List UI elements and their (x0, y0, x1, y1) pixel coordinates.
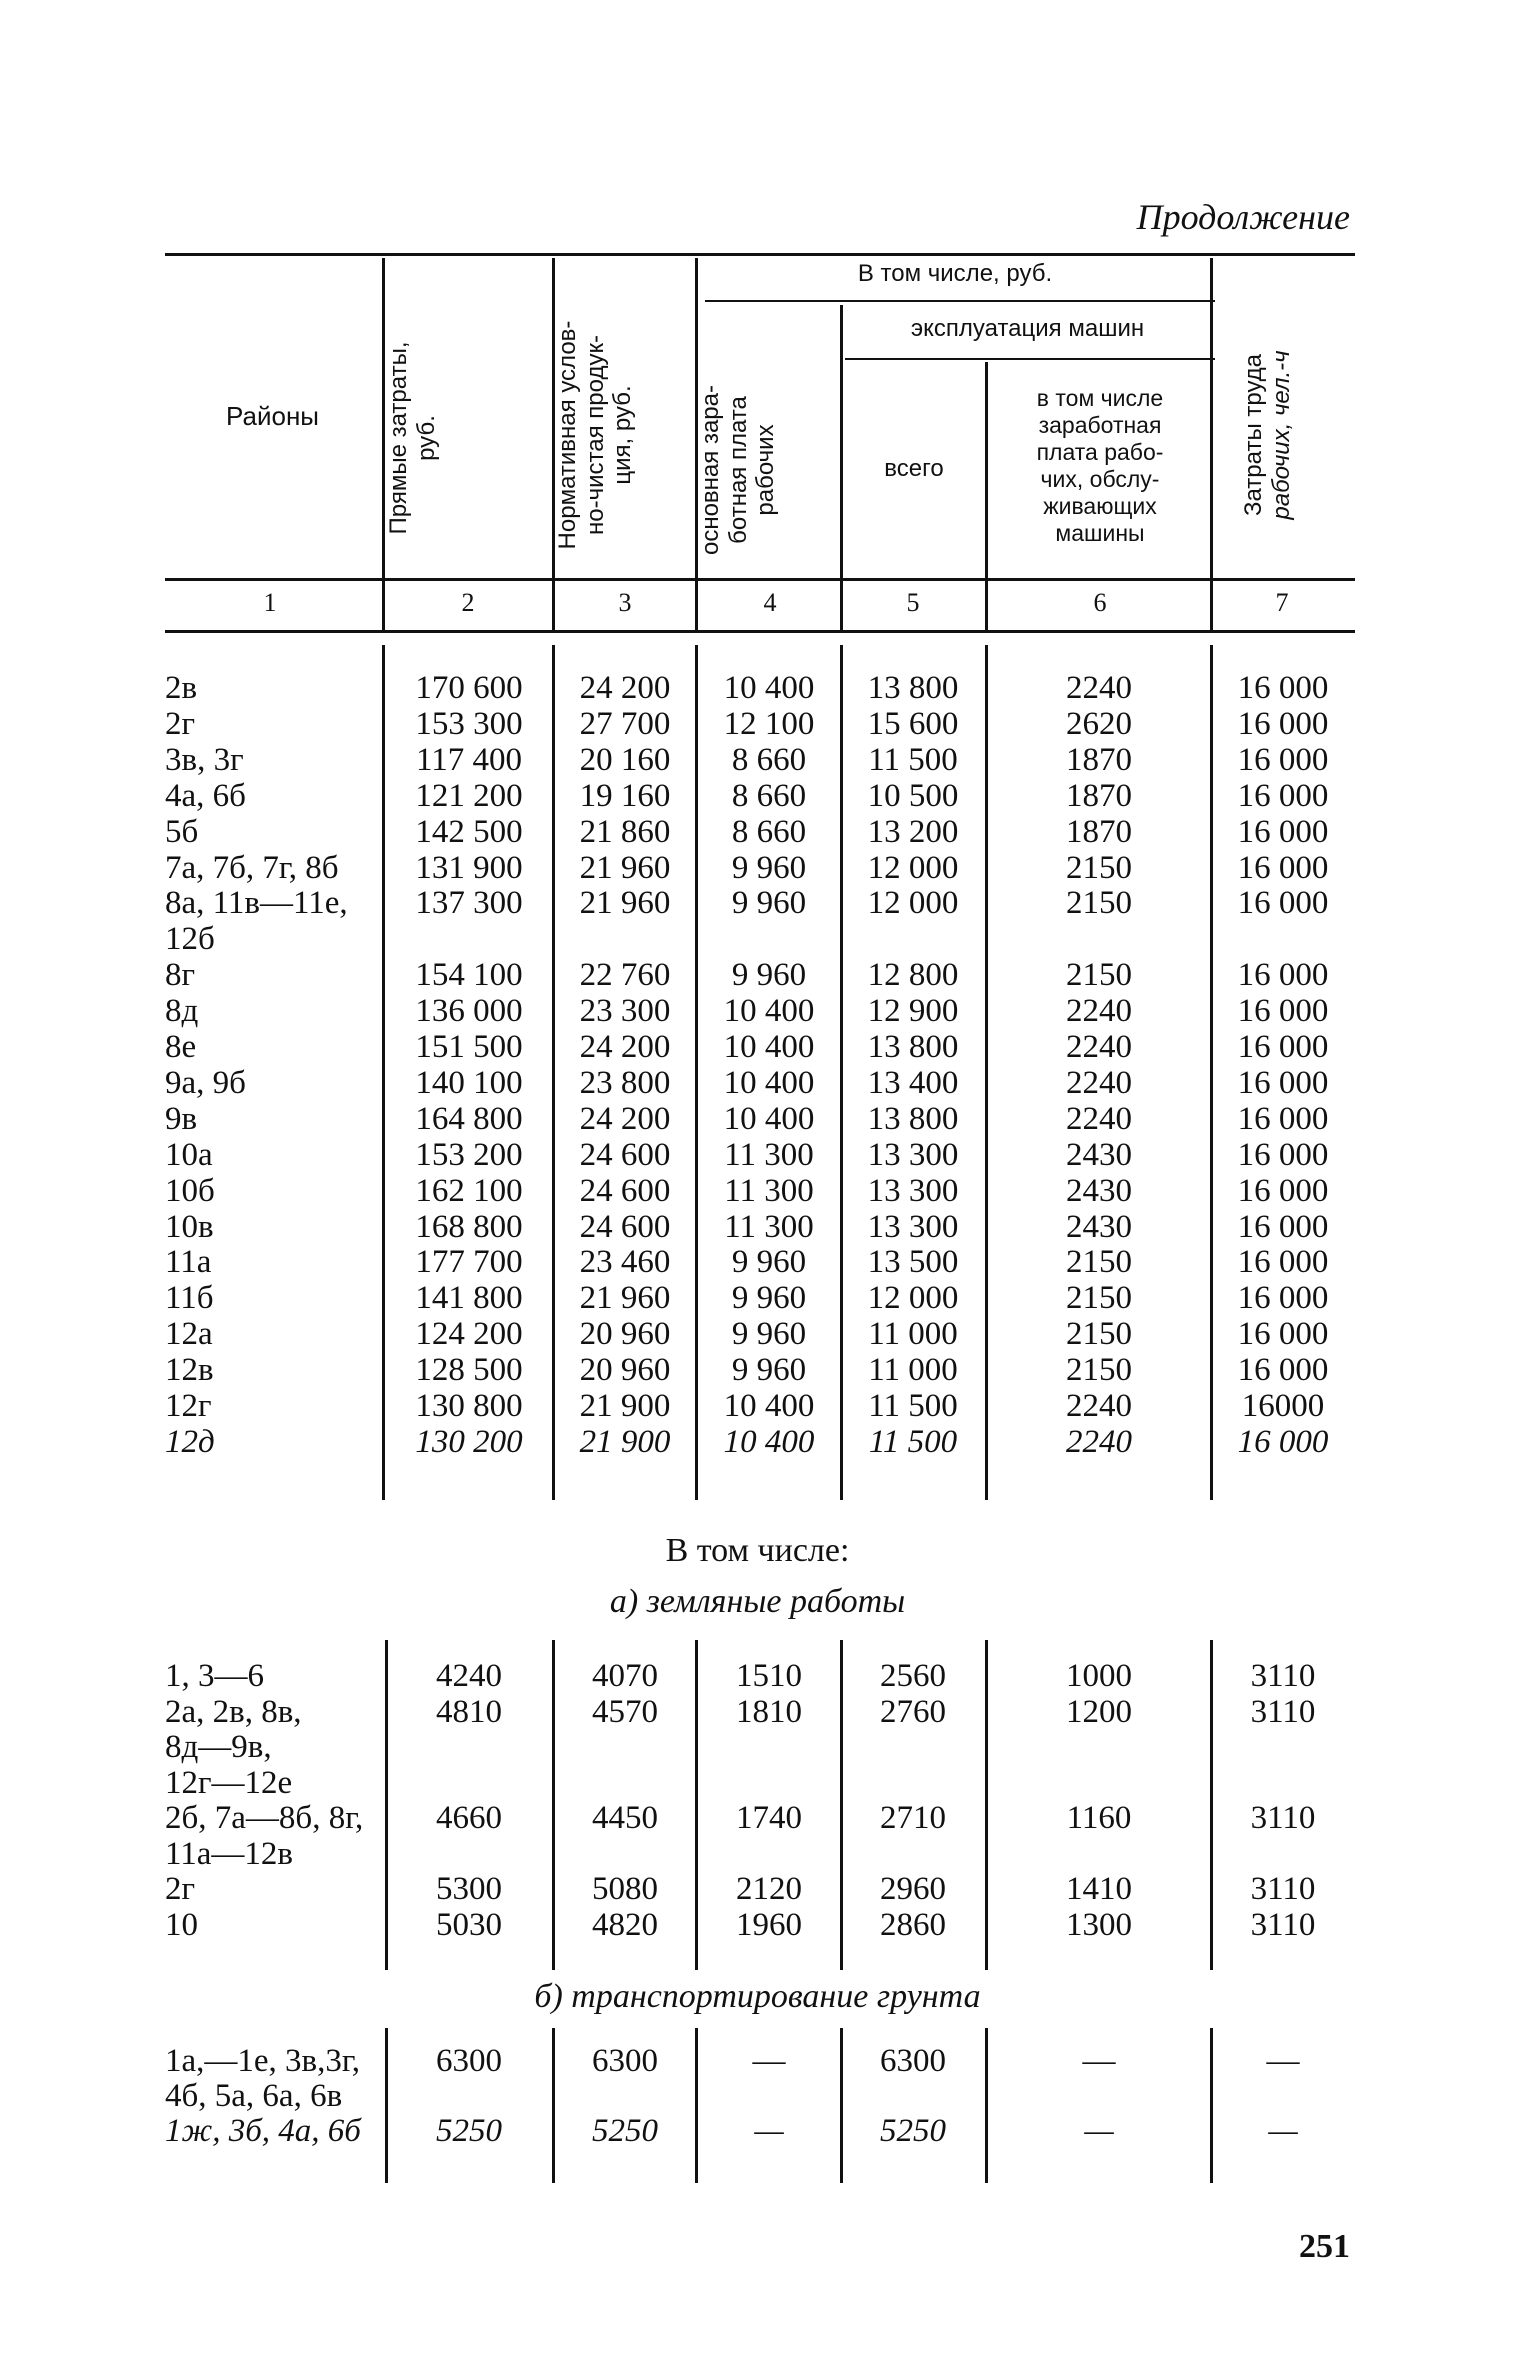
table-row (0, 885, 1515, 921)
row-value-col7: 16 000 (1237, 993, 1329, 1030)
row-value-col2: 177 700 (415, 1244, 523, 1281)
table-row (0, 921, 1515, 957)
row-value-col5: 10 500 (867, 777, 959, 814)
table-row (0, 957, 1515, 993)
row-value-col4: 8 660 (731, 813, 807, 850)
row-value-col6: 2430 (1066, 1136, 1132, 1173)
row-value-col7: 16000 (1241, 1388, 1325, 1424)
row-value-col2: 153 300 (415, 705, 523, 742)
row-value-col5: 13 500 (867, 1244, 959, 1281)
row-district: 2а, 2в, 8в, (165, 1693, 302, 1730)
table-row (0, 1209, 1515, 1245)
table-row (0, 1065, 1515, 1101)
row-value-col3: 4450 (592, 1800, 658, 1836)
row-value-col7: 16 000 (1237, 741, 1329, 778)
header-col5: всего (884, 455, 944, 482)
row-value-col3: 20 160 (579, 741, 671, 778)
row-value-col6: 2150 (1066, 1280, 1132, 1317)
row-value-col7: 16 000 (1237, 1136, 1329, 1173)
row-value-col6: 1870 (1066, 813, 1132, 850)
column-number: 1 (263, 588, 277, 617)
row-value-col2: 131 900 (415, 849, 523, 886)
row-district: 11а (165, 1244, 212, 1281)
row-value-col3: 21 900 (579, 1388, 671, 1424)
row-value-col5: 2860 (880, 1906, 946, 1943)
row-value-col4: 10 400 (723, 1388, 815, 1424)
row-value-col4: 11 300 (724, 1136, 814, 1173)
row-value-col4: 9 960 (731, 1316, 807, 1353)
row-value-col6: 1410 (1066, 1871, 1132, 1907)
row-value-col4: 9 960 (731, 885, 807, 922)
page-number: 251 (1299, 2228, 1350, 2265)
row-district: 12а (165, 1316, 213, 1353)
row-value-col2: 4240 (436, 1658, 502, 1694)
row-value-col4: 10 400 (723, 1064, 815, 1101)
row-value-col7: 16 000 (1237, 777, 1329, 814)
row-value-col7: 16 000 (1237, 957, 1329, 994)
colnum-bottom-rule (165, 630, 1355, 633)
row-value-col6: 2240 (1066, 1388, 1132, 1424)
row-value-col5: 5250 (880, 2113, 946, 2149)
row-value-col2: 153 200 (415, 1136, 523, 1173)
row-district: 12б (165, 921, 215, 958)
row-district: 12в (165, 1352, 214, 1389)
row-value-col7: 16 000 (1237, 1316, 1329, 1353)
header-col6 (990, 385, 1210, 547)
row-value-col7: 16 000 (1237, 670, 1329, 706)
row-value-col4: 10 400 (723, 1423, 815, 1460)
row-district: 2г (165, 705, 196, 742)
row-value-col3: 20 960 (579, 1316, 671, 1353)
table-row (0, 1029, 1515, 1065)
row-value-col3: 21 860 (579, 813, 671, 850)
table-row (0, 1388, 1515, 1424)
row-value-col2: 5030 (436, 1906, 502, 1943)
row-value-col3: 4820 (592, 1906, 658, 1943)
section-a-title: а) земляные работы (609, 1583, 906, 1620)
row-value-col7: 16 000 (1237, 813, 1329, 850)
row-value-col5: 13 800 (867, 1029, 959, 1065)
row-value-col4: 8 660 (731, 777, 807, 814)
table-row (0, 1244, 1515, 1280)
row-value-col5: 11 000 (868, 1352, 958, 1389)
header-machines: эксплуатация машин (910, 315, 1145, 342)
table-row (0, 1729, 1515, 1765)
row-value-col4: 1810 (736, 1693, 802, 1730)
row-value-col6: 2240 (1066, 1064, 1132, 1101)
row-value-col5: 11 500 (868, 1388, 958, 1424)
row-value-col5: 2960 (880, 1871, 946, 1907)
row-value-col5: 12 000 (867, 885, 959, 922)
row-value-col5: 12 000 (867, 849, 959, 886)
row-value-col6: 2240 (1066, 670, 1132, 706)
row-value-col2: 140 100 (415, 1064, 523, 1101)
table-row (0, 1101, 1515, 1137)
header-top-rule (165, 253, 1355, 256)
row-district: 5б (165, 813, 199, 850)
row-value-col6: 2150 (1066, 1244, 1132, 1281)
row-value-col7: 16 000 (1237, 705, 1329, 742)
table-row (0, 1800, 1515, 1836)
column-number: 3 (618, 588, 632, 617)
row-value-col4: 10 400 (723, 1029, 815, 1065)
row-value-col6: 2240 (1066, 1029, 1132, 1065)
row-value-col6: 2430 (1066, 1172, 1132, 1209)
row-district: 10 (165, 1906, 198, 1943)
row-district: 4а, 6б (165, 777, 246, 814)
section-b-title: б) транспортирование грунта (534, 1978, 981, 2015)
row-value-col6: 2430 (1066, 1208, 1132, 1245)
row-value-col3: 5080 (592, 1871, 658, 1907)
row-district: 12д (165, 1423, 215, 1460)
row-value-col4: 10 400 (723, 1100, 815, 1137)
row-value-col7: — (1268, 2113, 1298, 2149)
row-value-col3: 20 960 (579, 1352, 671, 1389)
row-value-col4: 9 960 (731, 1280, 807, 1317)
row-value-col3: 27 700 (579, 705, 671, 742)
row-value-col2: 4810 (436, 1693, 502, 1730)
header-divider (1210, 258, 1213, 630)
table-row (0, 850, 1515, 886)
row-value-col2: 141 800 (415, 1280, 523, 1317)
row-value-col2: 164 800 (415, 1100, 523, 1137)
table-row (0, 778, 1515, 814)
row-district: 9а, 9б (165, 1064, 246, 1101)
row-value-col3: 5250 (592, 2113, 658, 2149)
row-value-col5: 13 400 (867, 1064, 959, 1101)
row-district: 9в (165, 1100, 198, 1137)
row-district: 3в, 3г (165, 741, 244, 778)
table-row (0, 2043, 1515, 2079)
row-value-col3: 24 200 (579, 670, 671, 706)
row-value-col7: 16 000 (1237, 1064, 1329, 1101)
row-value-col2: 170 600 (415, 670, 523, 706)
table-row (0, 2078, 1515, 2114)
row-district: 1а,—1е, 3в,3г, (165, 2043, 360, 2079)
row-value-col3: 24 600 (579, 1172, 671, 1209)
row-value-col3: 4070 (592, 1658, 658, 1694)
row-district: 8а, 11в—11е, (165, 885, 348, 922)
row-value-col6: 2240 (1066, 1100, 1132, 1137)
row-district: 1, 3—6 (165, 1658, 264, 1694)
row-value-col6: 1870 (1066, 741, 1132, 778)
header-col7-line: Затраты труда (1240, 354, 1267, 517)
row-value-col6: 2240 (1066, 1423, 1132, 1460)
row-value-col5: 11 500 (868, 1423, 958, 1460)
row-value-col4: 9 960 (731, 1244, 807, 1281)
row-value-col5: 2560 (880, 1658, 946, 1694)
column-number: 4 (763, 588, 777, 617)
header-col6-line: живающих (1043, 493, 1157, 519)
row-value-col7: 16 000 (1237, 885, 1329, 922)
row-value-col7: 16 000 (1237, 1172, 1329, 1209)
row-value-col3: 23 800 (579, 1064, 671, 1101)
row-value-col3: 22 760 (579, 957, 671, 994)
header-divider (985, 362, 988, 630)
row-value-col7: 16 000 (1237, 1423, 1329, 1460)
row-district: 12г—12е (165, 1764, 293, 1801)
row-value-col5: 13 300 (867, 1208, 959, 1245)
header-divider (840, 305, 843, 630)
row-district: 10в (165, 1208, 214, 1245)
row-value-col2: 124 200 (415, 1316, 523, 1353)
row-value-col4: 10 400 (723, 993, 815, 1030)
row-value-col5: 13 300 (867, 1172, 959, 1209)
row-value-col4: 1960 (736, 1906, 802, 1943)
row-value-col4: 9 960 (731, 849, 807, 886)
row-value-col5: 12 900 (867, 993, 959, 1030)
row-value-col6: 1000 (1066, 1658, 1132, 1694)
row-value-col3: 23 460 (579, 1244, 671, 1281)
row-value-col7: 16 000 (1237, 1280, 1329, 1317)
row-value-col3: 21 960 (579, 885, 671, 922)
row-value-col4: 9 960 (731, 957, 807, 994)
row-value-col3: 24 600 (579, 1208, 671, 1245)
table-row (0, 742, 1515, 778)
row-value-col7: 16 000 (1237, 1244, 1329, 1281)
header-col4 (697, 340, 797, 600)
row-district: 2г (165, 1871, 196, 1907)
row-value-col2: 6300 (436, 2043, 502, 2079)
row-district: 8е (165, 1029, 197, 1065)
including-label: В том числе: (665, 1532, 850, 1569)
row-district: 1ж, 3б, 4а, 6б (165, 2113, 361, 2149)
row-value-col6: 1870 (1066, 777, 1132, 814)
row-value-col3: 24 200 (579, 1100, 671, 1137)
row-district: 8г (165, 957, 196, 994)
row-value-col6: 2150 (1066, 1352, 1132, 1389)
row-value-col6: 2150 (1066, 885, 1132, 922)
column-number: 7 (1275, 588, 1289, 617)
row-value-col4: 10 400 (723, 670, 815, 706)
row-value-col5: 11 500 (868, 741, 958, 778)
row-district: 8д (165, 993, 199, 1030)
row-value-col4: 1740 (736, 1800, 802, 1836)
continuation-label: Продолжение (1136, 197, 1350, 237)
table-row (0, 670, 1515, 706)
table-row (0, 1352, 1515, 1388)
row-value-col2: 154 100 (415, 957, 523, 994)
row-value-col6: 2150 (1066, 1316, 1132, 1353)
row-value-col2: 4660 (436, 1800, 502, 1836)
row-value-col2: 130 800 (415, 1388, 523, 1424)
header-col3-line: ция, руб. (609, 385, 637, 485)
row-value-col6: 1300 (1066, 1906, 1132, 1943)
row-value-col5: 13 300 (867, 1136, 959, 1173)
row-value-col7: 3110 (1250, 1658, 1316, 1694)
row-value-col2: 136 000 (415, 993, 523, 1030)
row-value-col7: 16 000 (1237, 1352, 1329, 1389)
row-district: 12г (165, 1388, 212, 1424)
row-value-col7: 3110 (1250, 1906, 1316, 1943)
row-value-col2: 121 200 (415, 777, 523, 814)
row-value-col7: 3110 (1250, 1871, 1316, 1907)
header-col7 (1240, 300, 1320, 570)
header-col7-line: рабочих, чел.-ч (1267, 350, 1295, 520)
row-value-col6: 2240 (1066, 993, 1132, 1030)
row-value-col4: 1510 (736, 1658, 802, 1694)
row-value-col2: 5300 (436, 1871, 502, 1907)
header-col4-line: ботная плата (724, 396, 752, 544)
row-district: 10б (165, 1172, 215, 1209)
table-row (0, 1907, 1515, 1943)
row-value-col7: 16 000 (1237, 849, 1329, 886)
row-value-col5: 6300 (880, 2043, 946, 2079)
header-col3-line: но-чистая продук- (581, 335, 609, 535)
row-value-col5: 12 800 (867, 957, 959, 994)
row-value-col3: 21 900 (579, 1423, 671, 1460)
row-value-col6: 2150 (1066, 957, 1132, 994)
table-row (0, 1765, 1515, 1801)
row-district: 4б, 5а, 6а, 6в (165, 2078, 343, 2114)
table-row (0, 1836, 1515, 1872)
header-col3 (554, 285, 654, 585)
row-value-col7: — (1266, 2043, 1300, 2079)
header-col6-line: заработная (1038, 412, 1162, 438)
table-row (0, 814, 1515, 850)
column-number: 6 (1093, 588, 1107, 617)
machines-rule (845, 358, 1215, 360)
row-value-col3: 21 960 (579, 849, 671, 886)
row-value-col2: 168 800 (415, 1208, 523, 1245)
row-value-col6: — (1082, 2043, 1116, 2079)
row-value-col4: 11 300 (724, 1172, 814, 1209)
row-district: 10а (165, 1136, 213, 1173)
table-row (0, 1694, 1515, 1730)
row-value-col2: 162 100 (415, 1172, 523, 1209)
header-col6-line: в том числе (1036, 385, 1164, 411)
row-value-col7: 3110 (1250, 1800, 1316, 1836)
header-col2 (385, 298, 471, 578)
column-number: 2 (461, 588, 475, 617)
row-value-col2: 5250 (436, 2113, 502, 2149)
table-row (0, 1316, 1515, 1352)
row-value-col5: 13 800 (867, 1100, 959, 1137)
row-value-col2: 128 500 (415, 1352, 523, 1389)
row-value-col2: 142 500 (415, 813, 523, 850)
row-district: 11а—12в (165, 1835, 294, 1872)
row-value-col2: 151 500 (415, 1029, 523, 1065)
table-row (0, 706, 1515, 742)
header-col6-line: плата рабо- (1036, 439, 1164, 465)
table-row (0, 1137, 1515, 1173)
row-value-col2: 130 200 (415, 1423, 523, 1460)
row-value-col3: 19 160 (579, 777, 671, 814)
header-col2-line: руб. (412, 415, 440, 461)
header-col2-line: Прямые затраты, (385, 341, 412, 535)
header-col3-line: Нормативная услов- (554, 320, 581, 550)
row-value-col3: 21 960 (579, 1280, 671, 1317)
row-district: 2в (165, 670, 198, 706)
table-row (0, 1173, 1515, 1209)
row-value-col6: 1200 (1066, 1693, 1132, 1730)
header-group: В том числе, руб. (857, 260, 1053, 287)
header-col1: Районы (226, 401, 319, 431)
row-value-col6: 2150 (1066, 849, 1132, 886)
row-district: 2б, 7а—8б, 8г, (165, 1800, 364, 1836)
row-value-col3: 6300 (592, 2043, 658, 2079)
table-row (0, 1424, 1515, 1460)
row-value-col7: 3110 (1250, 1693, 1316, 1730)
row-value-col5: 2760 (880, 1693, 946, 1730)
row-value-col4: 11 300 (724, 1208, 814, 1245)
row-value-col4: — (752, 2043, 786, 2079)
row-value-col3: 4570 (592, 1693, 658, 1730)
row-value-col6: 1160 (1066, 1800, 1132, 1836)
group-rule (705, 300, 1215, 302)
header-col6-line: чих, обслу- (1040, 466, 1160, 492)
row-value-col3: 24 200 (579, 1029, 671, 1065)
row-value-col2: 137 300 (415, 885, 523, 922)
header-col4-line: рабочих (752, 424, 780, 516)
row-value-col7: 16 000 (1237, 1100, 1329, 1137)
table-row (0, 2113, 1515, 2149)
header-col6-line: машины (1055, 520, 1145, 546)
row-district: 8д—9в, (165, 1729, 272, 1765)
row-value-col7: 16 000 (1237, 1208, 1329, 1245)
row-value-col5: 15 600 (867, 705, 959, 742)
row-value-col4: 8 660 (731, 741, 807, 778)
table-row (0, 1658, 1515, 1694)
row-value-col5: 13 800 (867, 670, 959, 706)
row-value-col2: 117 400 (415, 741, 523, 778)
row-value-col5: 11 000 (868, 1316, 958, 1353)
row-value-col5: 12 000 (867, 1280, 959, 1317)
row-value-col6: 2620 (1066, 705, 1132, 742)
row-value-col7: 16 000 (1237, 1029, 1329, 1065)
row-value-col4: — (754, 2113, 784, 2149)
header-col4-line: основная зара- (697, 385, 724, 556)
row-value-col4: 12 100 (723, 705, 815, 742)
row-value-col4: 2120 (736, 1871, 802, 1907)
row-district: 7а, 7б, 7г, 8б (165, 849, 339, 886)
row-value-col3: 24 600 (579, 1136, 671, 1173)
row-value-col5: 13 200 (867, 813, 959, 850)
table-row (0, 1280, 1515, 1316)
table-row (0, 993, 1515, 1029)
table-row (0, 1871, 1515, 1907)
row-district: 11б (165, 1280, 214, 1317)
row-value-col4: 9 960 (731, 1352, 807, 1389)
row-value-col6: — (1084, 2113, 1114, 2149)
row-value-col3: 23 300 (579, 993, 671, 1030)
column-number: 5 (906, 588, 920, 617)
row-value-col5: 2710 (880, 1800, 946, 1836)
